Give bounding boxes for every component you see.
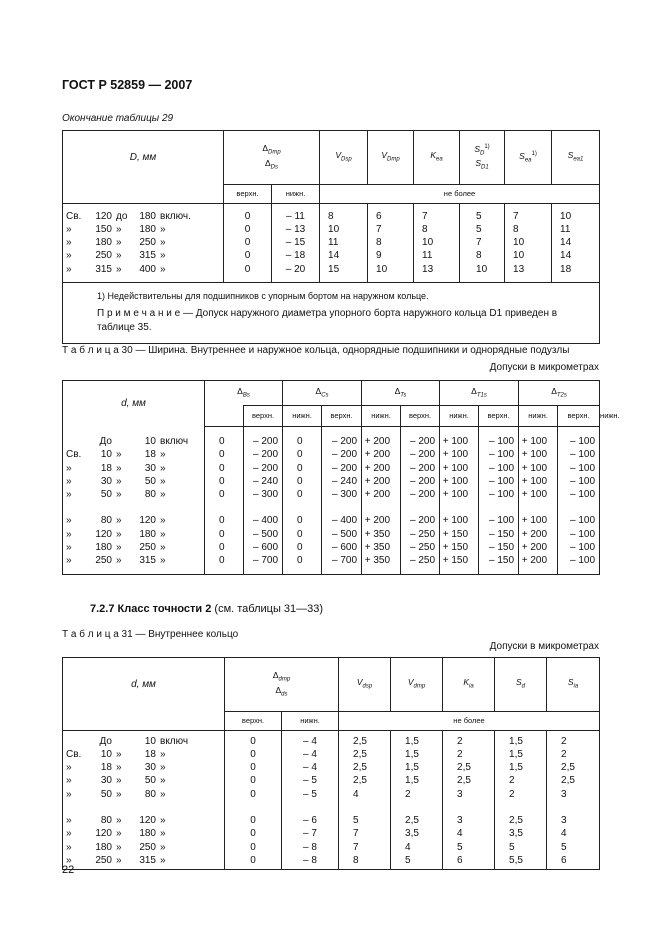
value-cell: – 200 — [401, 448, 440, 461]
value-cell: 1,5 — [495, 735, 547, 748]
table29-notes — [63, 282, 600, 343]
upper-value: 0 — [225, 788, 282, 801]
col-t2s-header: $\Delta_{T2s}$ — [519, 381, 600, 406]
col-t1s-header: $\Delta_{T1s}$ — [440, 381, 519, 406]
value-cell: 7 — [339, 827, 391, 840]
size-range: » 180 » 250 » — [63, 841, 225, 854]
lower-value: – 4 — [282, 748, 339, 761]
size-range: » 30 » 50 » — [63, 475, 205, 488]
lower-value: – 7 — [282, 827, 339, 840]
value-cell: – 200 — [244, 462, 283, 475]
value-cell: – 600 — [322, 541, 362, 554]
table-row — [63, 774, 600, 787]
value-cell: – 150 — [479, 554, 519, 567]
value-cell: 10 — [460, 263, 505, 276]
size-range: Св. 10 » 18 » — [63, 748, 225, 761]
value-cell: – 200 — [401, 514, 440, 527]
value-cell: – 100 — [558, 475, 600, 488]
value-cell: 3,5 — [495, 827, 547, 840]
col-d-header: d, мм — [63, 658, 225, 712]
value-cell: 10 — [552, 210, 600, 223]
value-cell: + 200 — [519, 554, 558, 567]
value-cell: – 150 — [479, 541, 519, 554]
value-cell: – 600 — [244, 541, 283, 554]
size-range: » 250 » 315 » — [63, 854, 225, 867]
value-cell: 2,5 — [339, 774, 391, 787]
upper-value: 0 — [225, 854, 282, 867]
col-delta-header: $\Delta_{Dmp}$ $\Delta_{Ds}$ — [224, 131, 320, 185]
value-cell: 0 — [205, 435, 244, 448]
value-cell: – 200 — [401, 435, 440, 448]
value-cell: 1,5 — [495, 748, 547, 761]
col-ts-header: $\Delta_{Ts}$ — [362, 381, 440, 406]
no-more-header: не более — [339, 711, 600, 730]
value-cell: + 100 — [440, 462, 479, 475]
value-cell: 2,5 — [547, 774, 600, 787]
upper-value: 0 — [225, 814, 282, 827]
col-sea-header: $S_{ea}^{1)}$ — [505, 131, 552, 185]
value-cell: + 350 — [362, 528, 401, 541]
value-cell: 11 — [414, 249, 460, 262]
size-range: » 30 » 50 » — [63, 774, 225, 787]
value-cell: 10 — [414, 236, 460, 249]
table-row — [63, 788, 600, 801]
value-cell: 1,5 — [391, 735, 443, 748]
value-cell: 11 — [552, 223, 600, 236]
value-cell: + 100 — [440, 488, 479, 501]
value-cell: – 100 — [558, 541, 600, 554]
value-cell: 1,5 — [495, 761, 547, 774]
value-cell: 7 — [339, 841, 391, 854]
value-cell: – 700 — [244, 554, 283, 567]
value-cell: 2,5 — [339, 761, 391, 774]
value-cell: 4 — [391, 841, 443, 854]
size-range: » 150 » 180 » — [63, 223, 224, 236]
table29-caption: Окончание таблицы 29 — [62, 113, 174, 124]
value-cell: 8 — [460, 249, 505, 262]
table-row — [63, 748, 600, 761]
table31-caption: Т а б л и ц а 31 — Внутреннее кольцо — [62, 629, 239, 640]
lower-value: – 5 — [282, 774, 339, 787]
value-cell: 7 — [414, 210, 460, 223]
col-lower: нижн. — [282, 711, 339, 730]
size-range: » 120 » 180 » — [63, 528, 205, 541]
value-cell: + 200 — [362, 514, 401, 527]
value-cell: 15 — [320, 263, 368, 276]
table-row — [63, 841, 600, 854]
value-cell: 8 — [320, 210, 368, 223]
value-cell: – 300 — [244, 488, 283, 501]
value-cell: – 100 — [558, 554, 600, 567]
value-cell: + 200 — [362, 462, 401, 475]
lower-value: – 13 — [272, 223, 320, 236]
value-cell: – 100 — [479, 488, 519, 501]
page-header: ГОСТ Р 52859 — 2007 — [62, 78, 193, 92]
value-cell: + 100 — [519, 448, 558, 461]
lower-value: – 4 — [282, 761, 339, 774]
value-cell: 2,5 — [443, 774, 495, 787]
value-cell: – 100 — [558, 488, 600, 501]
value-cell: – 100 — [479, 475, 519, 488]
value-cell: 14 — [552, 249, 600, 262]
table-row — [63, 827, 600, 840]
value-cell: 2 — [547, 735, 600, 748]
value-cell: – 200 — [322, 435, 362, 448]
size-range: » 250 » 315 » — [63, 554, 205, 567]
section-heading: 7.2.7 Класс точности 2 (см. таблицы 31—33) — [90, 603, 324, 615]
table-row — [63, 814, 600, 827]
value-cell: + 200 — [362, 435, 401, 448]
col-lower: нижн. — [362, 406, 401, 427]
value-cell: + 150 — [440, 528, 479, 541]
value-cell: 18 — [552, 263, 600, 276]
col-sea1-header: $S_{ea1}$ — [552, 131, 600, 185]
value-cell: 0 — [283, 448, 322, 461]
value-cell: 7 — [368, 223, 414, 236]
value-cell: + 100 — [440, 448, 479, 461]
value-cell: – 100 — [479, 448, 519, 461]
value-cell: 2 — [391, 788, 443, 801]
value-cell: 5 — [547, 841, 600, 854]
size-range: До 10 включ — [63, 735, 225, 748]
table-row — [63, 210, 600, 223]
size-range: » 18 » 30 » — [63, 462, 205, 475]
value-cell: 13 — [505, 263, 552, 276]
table-row — [63, 761, 600, 774]
value-cell: – 240 — [244, 475, 283, 488]
upper-value: 0 — [224, 223, 272, 236]
table-row — [63, 528, 600, 541]
value-cell: + 100 — [519, 435, 558, 448]
value-cell: 9 — [368, 249, 414, 262]
value-cell: 0 — [205, 462, 244, 475]
table-row — [63, 475, 600, 488]
table-row — [63, 462, 600, 475]
value-cell: 5,5 — [495, 854, 547, 867]
value-cell: 3 — [443, 788, 495, 801]
value-cell: 2,5 — [339, 735, 391, 748]
value-cell: 8 — [339, 854, 391, 867]
value-cell: + 200 — [362, 488, 401, 501]
value-cell: 4 — [547, 827, 600, 840]
value-cell: 14 — [320, 249, 368, 262]
table30-caption: Т а б л и ц а 30 — Ширина. Внутреннее и наружное кольца, однорядные подшипники и однорядные подузлы — [62, 345, 570, 356]
upper-value: 0 — [224, 263, 272, 276]
value-cell: – 100 — [558, 514, 600, 527]
value-cell: – 300 — [322, 488, 362, 501]
size-range: Св. 120 до 180 включ. — [63, 210, 224, 223]
col-delta-header: $\Delta_{dmp}$ $\Delta_{ds}$ — [225, 658, 339, 712]
value-cell: – 400 — [244, 514, 283, 527]
upper-value: 0 — [225, 761, 282, 774]
value-cell: 1,5 — [391, 748, 443, 761]
col-d-header: d, мм — [63, 381, 205, 427]
value-cell: – 200 — [401, 462, 440, 475]
lower-value: – 4 — [282, 735, 339, 748]
col-upper: верхн. — [225, 711, 282, 730]
upper-value: 0 — [225, 735, 282, 748]
value-cell: 4 — [339, 788, 391, 801]
value-cell: 4 — [443, 827, 495, 840]
value-cell: 2 — [495, 788, 547, 801]
value-cell: + 100 — [519, 514, 558, 527]
value-cell: 6 — [368, 210, 414, 223]
value-cell: + 350 — [362, 554, 401, 567]
table-row — [63, 223, 600, 236]
value-cell: – 200 — [401, 475, 440, 488]
value-cell: 0 — [205, 514, 244, 527]
table-row — [63, 541, 600, 554]
lower-value: – 5 — [282, 788, 339, 801]
col-kia-header: $K_{ia}$ — [443, 658, 495, 712]
value-cell: 0 — [205, 541, 244, 554]
size-range: Св. 10 » 18 » — [63, 448, 205, 461]
value-cell: 8 — [505, 223, 552, 236]
value-cell: 2 — [443, 748, 495, 761]
size-range: » 80 » 120 » — [63, 814, 225, 827]
value-cell: 1,5 — [391, 774, 443, 787]
note: П р и м е ч а н и е — Допуск наружного диаметра упорного борта наружного кольца D1 приведен в таблице 35. — [97, 307, 558, 333]
value-cell: – 700 — [322, 554, 362, 567]
value-cell: 7 — [505, 210, 552, 223]
col-sia-header: $S_{ia}$ — [547, 658, 600, 712]
value-cell: 0 — [283, 554, 322, 567]
size-range: » 180 » 250 » — [63, 541, 205, 554]
value-cell: 8 — [414, 223, 460, 236]
table-row — [63, 854, 600, 867]
size-range: » 50 » 80 » — [63, 788, 225, 801]
value-cell: 0 — [283, 475, 322, 488]
value-cell: 8 — [368, 236, 414, 249]
value-cell: 2 — [547, 748, 600, 761]
table31-units: Допуски в микрометрах — [489, 641, 599, 652]
value-cell: 5 — [495, 841, 547, 854]
page-number: 22 — [62, 864, 75, 876]
col-vdmp-header: $V_{dmp}$ — [391, 658, 443, 712]
col-upper: верхн. — [479, 406, 519, 427]
value-cell: 2 — [443, 735, 495, 748]
value-cell: 14 — [552, 236, 600, 249]
value-cell: – 100 — [479, 435, 519, 448]
lower-value: – 6 — [282, 814, 339, 827]
upper-value: 0 — [225, 827, 282, 840]
value-cell: 5 — [391, 854, 443, 867]
value-cell: 6 — [443, 854, 495, 867]
value-cell: 0 — [283, 541, 322, 554]
col-kea-header: $K_{ea}$ — [414, 131, 460, 185]
value-cell: 10 — [368, 263, 414, 276]
col-upper: верхн. — [244, 406, 283, 427]
value-cell: + 200 — [519, 541, 558, 554]
footnote: 1) Недействительны для подшипников с упорным бортом на наружном кольце. — [97, 290, 429, 301]
value-cell: + 100 — [519, 462, 558, 475]
col-vdsp-header: $V_{dsp}$ — [339, 658, 391, 712]
value-cell: 6 — [547, 854, 600, 867]
col-upper: верхн. — [401, 406, 440, 427]
table30-units: Допуски в микрометрах — [489, 362, 599, 373]
value-cell: – 100 — [558, 435, 600, 448]
value-cell: – 200 — [322, 462, 362, 475]
value-cell: – 200 — [401, 488, 440, 501]
table-30: d, мм $\Delta_{Bs}$ $\Delta_{Cs}$ $\Delta_{Ts}$ $\Delta_{T1s}$ $\Delta_{T2s}$ верхн. нижн. верхн. нижн. верхн. нижн. верхн. нижн. верхн. нижн. До 10 включ 0 – 200 0 – 200 + 200 – 200 + 100 – 100 + 100 – 100 Св. 10 » 18 » 0 – 200 0 – 200 + 200 – 200 + 100 – 100 + 100 – 100 » 18 » 30 » 0 – 200 0 – 200 + 200 – 200 + 100 – 100 + 100 – 100 » 30 » 50 » 0 – 240 0 – 240 + 200 – 200 + 100 – 100 + 100 – 100 » 50 » 80 » 0 – 300 0 – 300 + 200 – 200 + 100 – 100 + 100 – 100 » 80 » 120 » 0 – 400 0 – 400 + 200 – 200 + 100 – 100 + 100 – 100 » 120 » 180 » 0 – 500 0 – 500 + 350 – 250 + 150 – 150 + 200 – 100 » 180 » 250 » 0 – 600 0 – 600 + 350 – 250 + 150 – 150 + 200 – 100 » 250 » 315 » 0 – 700 0 – 700 + 350 – 250 + 150 – 150 + 200 – 100 — [62, 380, 600, 575]
col-bs-header: $\Delta_{Bs}$ — [205, 381, 283, 406]
value-cell: 7 — [460, 236, 505, 249]
table-row — [63, 263, 600, 276]
value-cell: 0 — [205, 475, 244, 488]
value-cell: 0 — [283, 462, 322, 475]
value-cell: – 250 — [401, 528, 440, 541]
value-cell: + 100 — [440, 435, 479, 448]
col-d-header: D, мм — [63, 131, 224, 185]
value-cell: – 400 — [322, 514, 362, 527]
col-lower: нижн. — [519, 406, 558, 427]
col-sd-header: $S_d$ — [495, 658, 547, 712]
size-range: » 120 » 180 » — [63, 827, 225, 840]
value-cell: 3 — [547, 788, 600, 801]
size-range: » 80 » 120 » — [63, 514, 205, 527]
col-vdmp-header: $V_{Dmp}$ — [368, 131, 414, 185]
lower-value: – 20 — [272, 263, 320, 276]
value-cell: 3 — [547, 814, 600, 827]
value-cell: 3,5 — [391, 827, 443, 840]
value-cell: – 500 — [322, 528, 362, 541]
value-cell: + 100 — [519, 488, 558, 501]
value-cell: 11 — [320, 236, 368, 249]
upper-value: 0 — [224, 210, 272, 223]
value-cell: + 150 — [440, 541, 479, 554]
size-range: » 18 » 30 » — [63, 761, 225, 774]
value-cell: – 500 — [244, 528, 283, 541]
value-cell: 2 — [495, 774, 547, 787]
col-cs-header: $\Delta_{Cs}$ — [283, 381, 362, 406]
table-row — [63, 735, 600, 748]
size-range: » 315 » 400 » — [63, 263, 224, 276]
size-range: » 250 » 315 » — [63, 249, 224, 262]
value-cell: – 200 — [244, 435, 283, 448]
value-cell: 0 — [205, 488, 244, 501]
value-cell: + 200 — [362, 475, 401, 488]
col-sd-header: $S_D^{1)}$ $S_{D1}$ — [460, 131, 505, 185]
col-vdsp-header: $V_{Dsp}$ — [320, 131, 368, 185]
value-cell: 5 — [460, 223, 505, 236]
value-cell: 1,5 — [391, 761, 443, 774]
value-cell: 3 — [443, 814, 495, 827]
col-lower: нижн. — [440, 406, 479, 427]
lower-value: – 8 — [282, 854, 339, 867]
table-row — [63, 435, 600, 448]
value-cell: – 150 — [479, 528, 519, 541]
upper-value: 0 — [225, 841, 282, 854]
value-cell: – 100 — [479, 514, 519, 527]
col-upper: верхн. — [558, 406, 600, 427]
table-row — [63, 554, 600, 567]
value-cell: – 200 — [322, 448, 362, 461]
value-cell: 2,5 — [495, 814, 547, 827]
table-row — [63, 514, 600, 527]
size-range: » 50 » 80 » — [63, 488, 205, 501]
lower-value: – 8 — [282, 841, 339, 854]
value-cell: + 200 — [362, 448, 401, 461]
value-cell: 2,5 — [443, 761, 495, 774]
value-cell: + 100 — [519, 475, 558, 488]
value-cell: – 250 — [401, 554, 440, 567]
value-cell: – 100 — [479, 462, 519, 475]
value-cell: + 100 — [440, 475, 479, 488]
upper-value: 0 — [224, 236, 272, 249]
size-range: До 10 включ — [63, 435, 205, 448]
table-row — [63, 488, 600, 501]
value-cell: 2,5 — [339, 748, 391, 761]
value-cell: 0 — [283, 488, 322, 501]
table-row — [63, 249, 600, 262]
upper-value: 0 — [224, 249, 272, 262]
value-cell: 5 — [460, 210, 505, 223]
value-cell: + 150 — [440, 554, 479, 567]
value-cell: 0 — [283, 514, 322, 527]
value-cell: 2,5 — [391, 814, 443, 827]
value-cell: 2,5 — [547, 761, 600, 774]
value-cell: 10 — [505, 236, 552, 249]
value-cell: 13 — [414, 263, 460, 276]
value-cell: 0 — [205, 554, 244, 567]
size-range: » 180 » 250 » — [63, 236, 224, 249]
lower-value: – 11 — [272, 210, 320, 223]
no-more-header: не более — [320, 184, 600, 203]
table-29 — [62, 130, 600, 344]
upper-value: 0 — [225, 748, 282, 761]
value-cell: – 250 — [401, 541, 440, 554]
value-cell: – 240 — [322, 475, 362, 488]
value-cell: 0 — [205, 448, 244, 461]
lower-value: – 15 — [272, 236, 320, 249]
lower-value: – 18 — [272, 249, 320, 262]
value-cell: 10 — [505, 249, 552, 262]
value-cell: – 100 — [558, 448, 600, 461]
value-cell: + 350 — [362, 541, 401, 554]
value-cell: 0 — [283, 528, 322, 541]
col-lower: нижн. — [272, 184, 320, 203]
col-lower: нижн. — [283, 406, 322, 427]
value-cell: + 100 — [440, 514, 479, 527]
value-cell: + 200 — [519, 528, 558, 541]
value-cell: 0 — [205, 528, 244, 541]
upper-value: 0 — [225, 774, 282, 787]
value-cell: 5 — [339, 814, 391, 827]
table-row — [63, 448, 600, 461]
value-cell: 10 — [320, 223, 368, 236]
value-cell: 0 — [283, 435, 322, 448]
value-cell: 5 — [443, 841, 495, 854]
table-row — [63, 236, 600, 249]
col-upper: верхн. — [322, 406, 362, 427]
table-31 — [62, 657, 600, 870]
value-cell: – 200 — [244, 448, 283, 461]
value-cell: – 100 — [558, 528, 600, 541]
value-cell: – 100 — [558, 462, 600, 475]
col-upper: верхн. — [224, 184, 272, 203]
